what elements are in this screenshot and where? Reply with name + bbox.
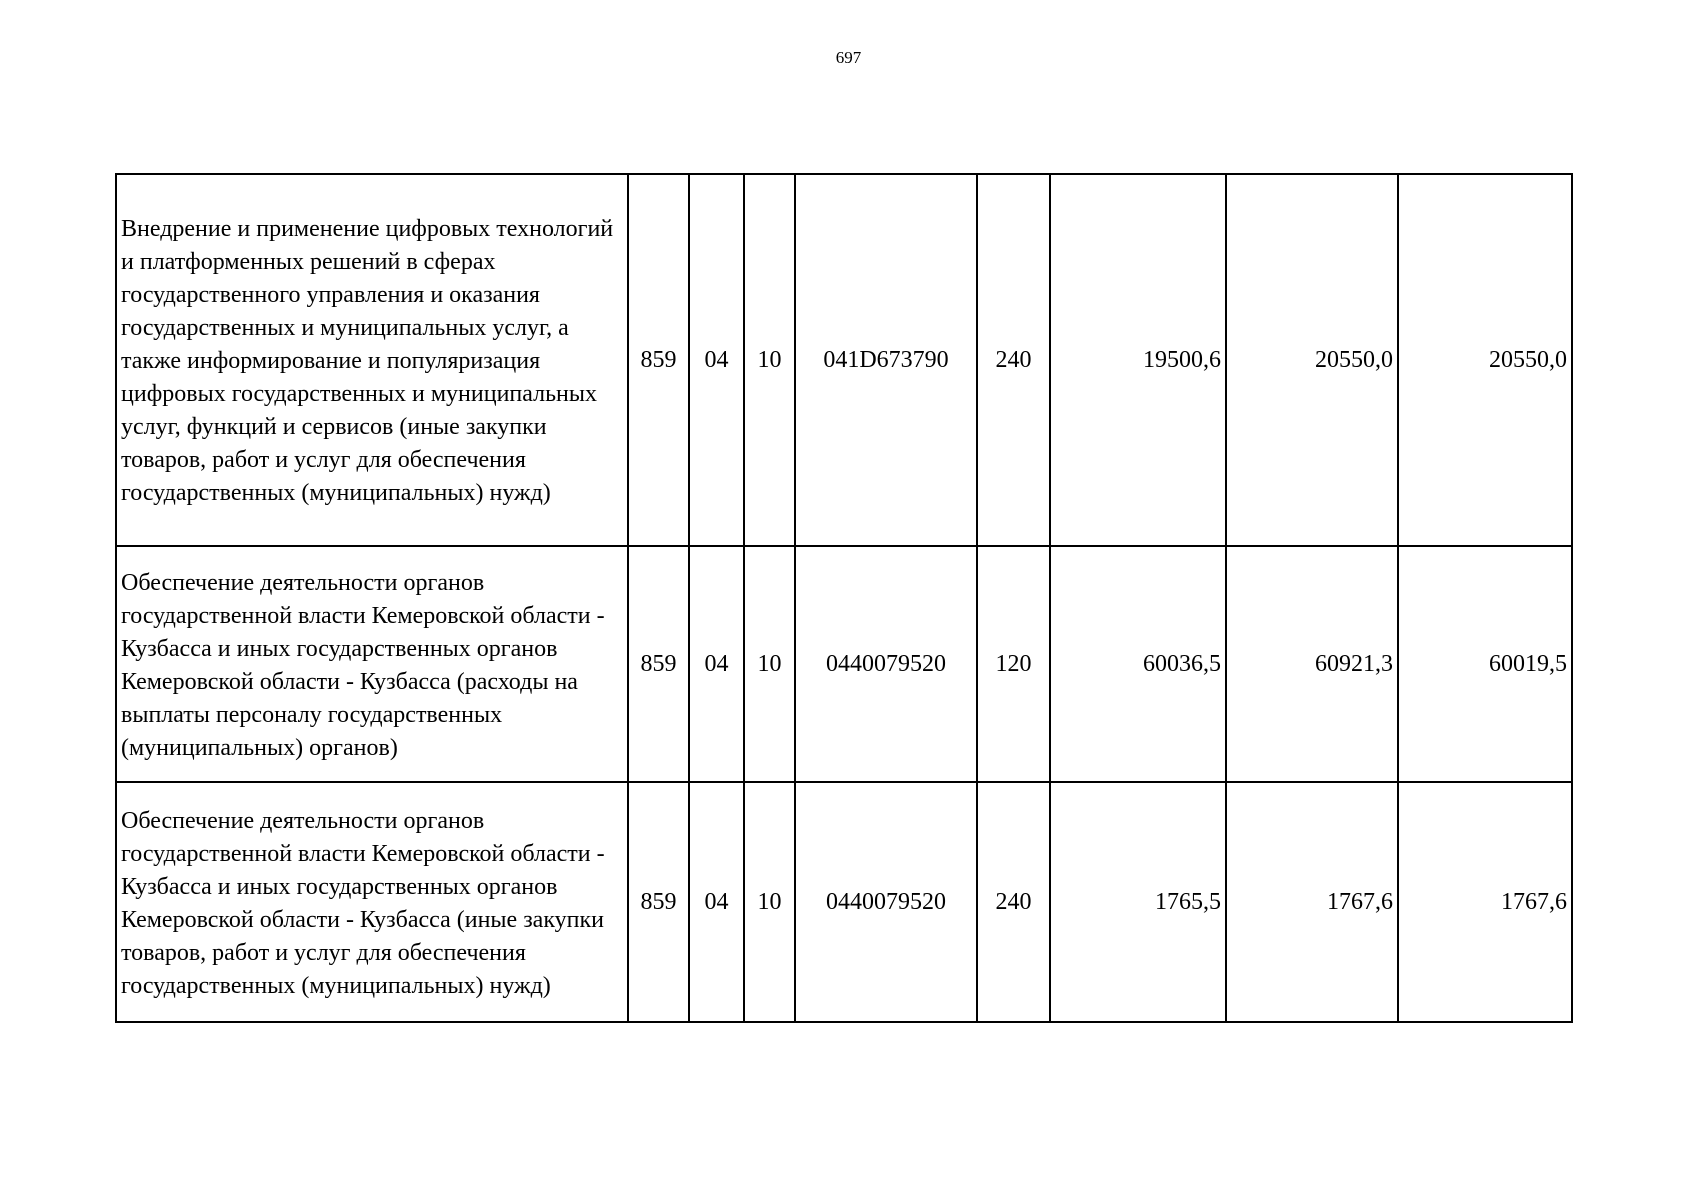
expense-type-code: 240: [977, 782, 1050, 1022]
amount-2: 60921,3: [1226, 546, 1398, 782]
ministry-code: 859: [628, 546, 689, 782]
amount-1: 60036,5: [1050, 546, 1226, 782]
amount-1: 19500,6: [1050, 174, 1226, 546]
page-number: 697: [835, 48, 862, 67]
target-article-code: 041D673790: [795, 174, 977, 546]
expense-type-code: 120: [977, 546, 1050, 782]
amount-3: 20550,0: [1398, 174, 1572, 546]
table-row: [116, 782, 1572, 1022]
ministry-code: 859: [628, 174, 689, 546]
row-description: Обеспечение деятельности органов государственной власти Кемеровской области - Кузбасса и иных государственных органов Кемеровской области - Кузбасса (расходы на выплаты персоналу государственных (муниципальных) органов): [116, 546, 628, 782]
expense-type-code: 240: [977, 174, 1050, 546]
ministry-code: 859: [628, 782, 689, 1022]
amount-3: 1767,6: [1398, 782, 1572, 1022]
budget-table: [115, 173, 1573, 1023]
amount-1: 1765,5: [1050, 782, 1226, 1022]
subsection-code: 10: [744, 174, 795, 546]
section-code: 04: [689, 174, 744, 546]
table-row: [116, 546, 1572, 782]
row-description: Обеспечение деятельности органов государственной власти Кемеровской области - Кузбасса и иных государственных органов Кемеровской области - Кузбасса (иные закупки товаров, работ и услуг для обеспечения государственных (муниципальных) нужд): [116, 782, 628, 1022]
target-article-code: 0440079520: [795, 782, 977, 1022]
amount-2: 20550,0: [1226, 174, 1398, 546]
section-code: 04: [689, 782, 744, 1022]
amount-2: 1767,6: [1226, 782, 1398, 1022]
amount-3: 60019,5: [1398, 546, 1572, 782]
row-description: Внедрение и применение цифровых технологий и платформенных решений в сферах государственного управления и оказания государственных и муниципальных услуг, а также информирование и популяризация цифровых государственных и муниципальных услуг, функций и сервисов (иные закупки товаров, работ и услуг для обеспечения государственных (муниципальных) нужд): [116, 174, 628, 546]
section-code: 04: [689, 546, 744, 782]
table-row: [116, 174, 1572, 546]
subsection-code: 10: [744, 546, 795, 782]
subsection-code: 10: [744, 782, 795, 1022]
target-article-code: 0440079520: [795, 546, 977, 782]
